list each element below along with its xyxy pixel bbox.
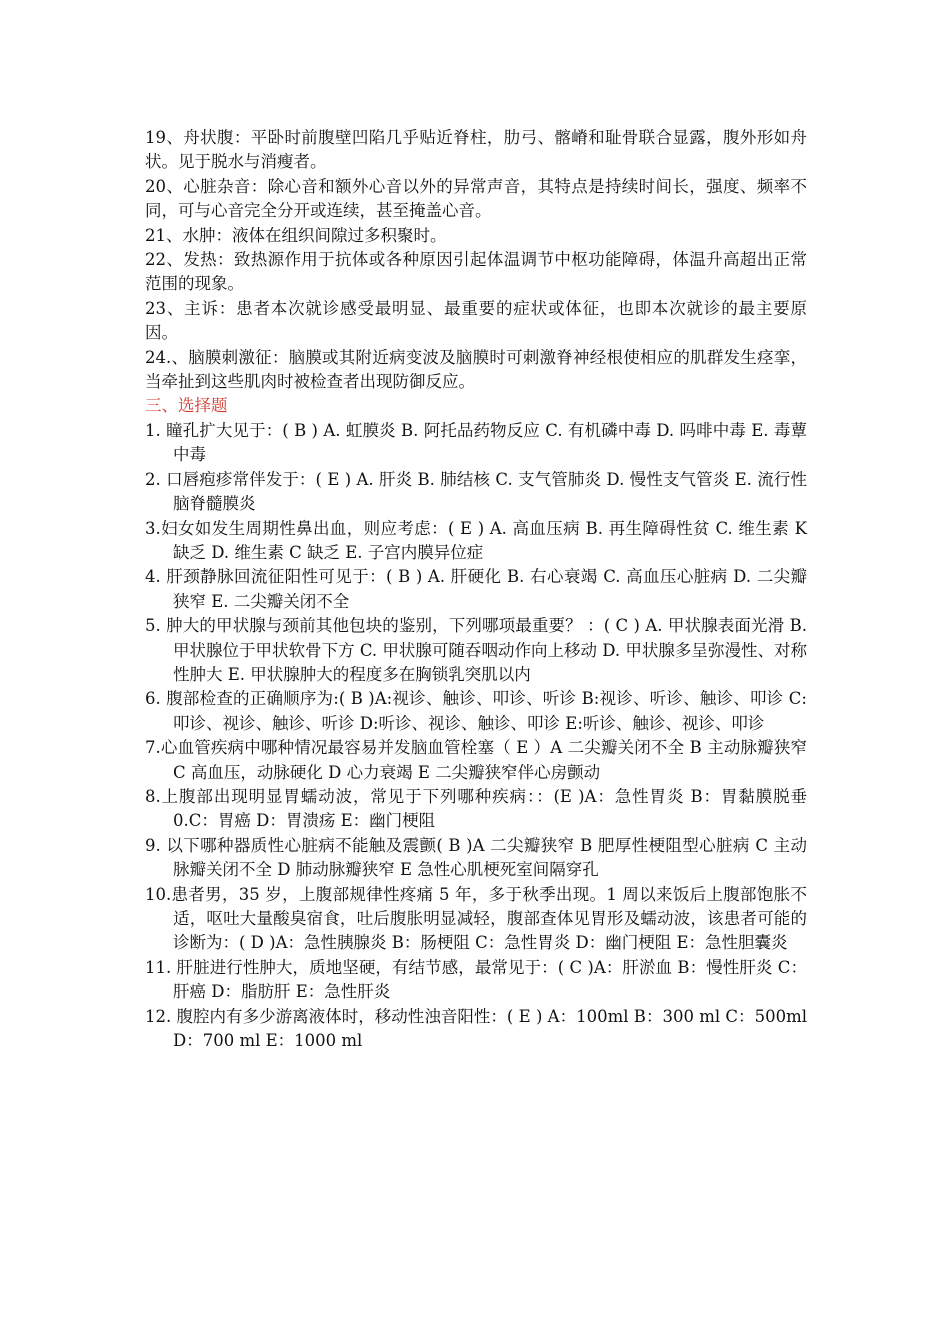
question-9: 9. 以下哪种器质性心脏病不能触及震颤( B )A 二尖瓣狭窄 B 肥厚性梗阻型心脏病 C 主动脉瓣关闭不全 D 肺动脉瓣狭窄 E 急性心肌梗死室间隔穿孔 (145, 835, 807, 880)
question-4: 4. 肝颈静脉回流征阳性可见于：( B ) A. 肝硬化 B. 右心衰竭 C. 高血压心脏病 D. 二尖瓣狭窄 E. 二尖瓣关闭不全 (145, 567, 807, 611)
question-8: 8.上腹部出现明显胃蠕动波，常见于下列哪种疾病：：(E )A：急性胃炎 B：胃黏膜脱垂 0.C：胃癌 D：胃溃疡 E：幽门梗阻 (145, 786, 807, 831)
question-1: 1. 瞳孔扩大见于：( B ) A. 虹膜炎 B. 阿托品药物反应 C. 有机磷中毒 D. 吗啡中毒 E. 毒蕈中毒 (145, 420, 807, 465)
definition-23: 23、主诉：患者本次就诊感受最明显、最重要的症状或体征，也即本次就诊的最主要原因。 (145, 298, 807, 343)
question-3: 3.妇女如发生周期性鼻出血，则应考虑：( E ) A. 高血压病 B. 再生障碍性贫 C. 维生素 K 缺乏 D. 维生素 C 缺乏 E. 子宫内膜异位症 (145, 518, 807, 562)
section-heading: 三、选择题 (145, 396, 228, 416)
question-2: 2. 口唇疱疹常伴发于：( E ) A. 肝炎 B. 肺结核 C. 支气管肺炎 D. 慢性支气管炎 E. 流行性脑脊髓膜炎 (145, 469, 807, 514)
question-12: 12. 腹腔内有多少游离液体时，移动性浊音阳性：( E ) A：100ml B：300 ml C：500ml D：700 ml E：1000 ml (145, 1006, 807, 1051)
question-6: 6. 腹部检查的正确顺序为:( B )A:视诊、触诊、叩诊、听诊 B:视诊、听诊、触诊、叩诊 C:叩诊、视诊、触诊、听诊 D:听诊、视诊、触诊、叩诊 E:听诊、触诊、视诊、叩诊 (145, 689, 807, 733)
definition-22: 22、发热：致热源作用于抗体或各种原因引起体温调节中枢功能障碍，体温升高超出正常范围的现象。 (145, 250, 807, 294)
document-body (145, 126, 807, 1053)
question-10: 10.患者男，35 岁，上腹部规律性疼痛 5 年，多于秋季出现。1 周以来饭后上腹部饱胀不适，呕吐大量酸臭宿食，吐后腹胀明显减轻，腹部查体见胃形及蠕动波，该患者可能的诊断为：( D )A：急性胰腺炎 B：肠梗阻 C：急性胃炎 D：幽门梗阻 E：急性胆囊炎 (145, 884, 807, 953)
question-11: 11. 肝脏进行性肿大，质地坚硬，有结节感，最常见于：( C )A：肝淤血 B：慢性肝炎 C：肝癌 D：脂肪肝 E：急性肝炎 (145, 957, 807, 1002)
question-7: 7.心血管疾病中哪种情况最容易并发脑血管栓塞（ E ）A 二尖瓣关闭不全 B 主动脉瓣狭窄 C 高血压，动脉硬化 D 心力衰竭 E 二尖瓣狭窄伴心房颤动 (145, 738, 807, 782)
definition-19: 19、舟状腹：平卧时前腹壁凹陷几乎贴近脊柱，肋弓、髂嵴和耻骨联合显露，腹外形如舟状。见于脱水与消瘦者。 (145, 128, 807, 172)
definition-21: 21、水肿：液体在组织间隙过多积聚时。 (145, 225, 447, 245)
definition-20: 20、心脏杂音：除心音和额外心音以外的异常声音，其特点是持续时间长，强度、频率不同，可与心音完全分开或连续，甚至掩盖心音。 (145, 176, 807, 221)
definition-24: 24.、脑膜刺激征：脑膜或其附近病变波及脑膜时可刺激脊神经根使相应的肌群发生痉挛，当牵扯到这些肌肉时被检查者出现防御反应。 (145, 347, 807, 392)
question-5: 5. 肿大的甲状腺与颈前其他包块的鉴别，下列哪项最重要？ ：( C ) A. 甲状腺表面光滑 B. 甲状腺位于甲状软骨下方 C. 甲状腺可随吞咽动作向上移动 D. 甲状腺多呈弥漫性、对称性肿大 E. 甲状腺肿大的程度多在胸锁乳突肌以内 (145, 616, 807, 684)
